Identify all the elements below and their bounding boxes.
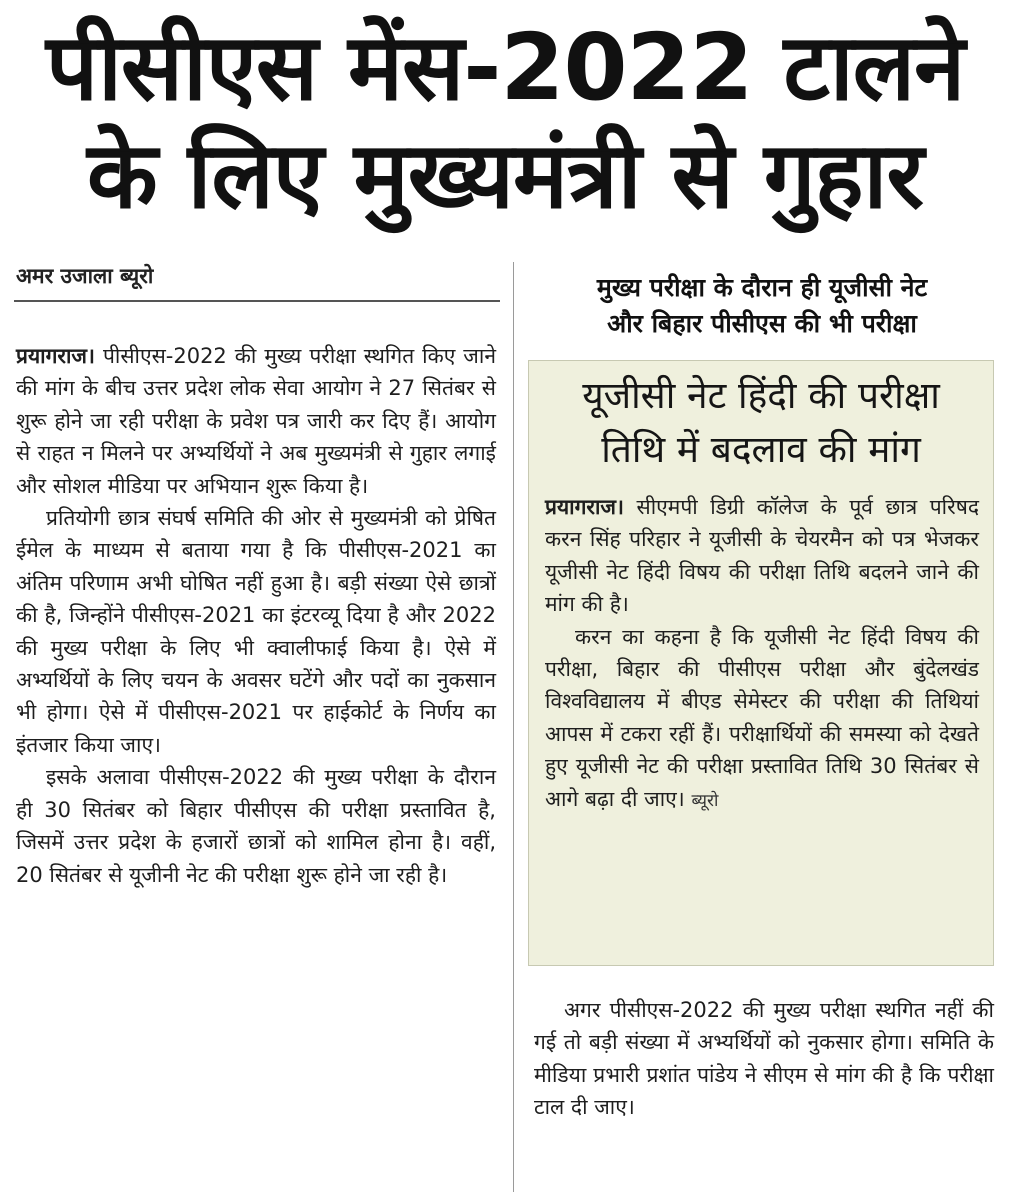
boxed-story-body [545, 491, 979, 817]
boxed-story-paragraph-2 [545, 621, 979, 817]
boxed-story-dateline: प्रयागराज। [545, 495, 624, 519]
boxed-story-paragraph-1-text: सीएमपी डिग्री कॉलेज के पूर्व छात्र परिषद करन सिंह परिहार ने यूजीसी के चेयरमैन को पत्र भेजकर यूजीसी नेट हिंदी विषय की परीक्षा तिथि बदलने जाने की मांग की है। [545, 495, 979, 617]
boxed-story-paragraph-1 [545, 491, 979, 621]
main-story-dateline: प्रयागराज। [16, 344, 95, 368]
main-story-paragraph-3: इसके अलावा पीसीएस-2022 की मुख्य परीक्षा के दौरान ही 30 सितंबर को बिहार पीसीएस की परीक्षा प्रस्तावित है, जिसमें उत्तर प्रदेश के हजारों छात्रों को शामिल होना है। वहीं, 20 सितंबर से यूजीनी नेट की परीक्षा शुरू होने जा रही है। [16, 765, 496, 887]
boxed-story-headline-line-2: तिथि में बदलाव की मांग [601, 428, 921, 471]
headline [14, 14, 996, 230]
headline-line-2: के लिए मुख्यमंत्री से गुहार [87, 122, 923, 229]
headline-line-1: पीसीएस मेंस-2022 टालने [45, 14, 965, 121]
main-story-paragraph-2: प्रतियोगी छात्र संघर्ष समिति की ओर से मुख्यमंत्री को प्रेषित ईमेल के माध्यम से बताया गया है कि पीसीएस-2021 का अंतिम परिणाम अभी घोषित नहीं हुआ है। बड़ी संख्या ऐसे छात्रों की है, जिन्होंने पीसीएस-2021 का इंटरव्यू दिया है और 2022 की मुख्य परीक्षा के लिए भी क्वालीफाई किया है। ऐसे में अभ्यर्थियों के लिए चयन के अवसर घटेंगे और पदों का नुकसान भी होगा। ऐसे में पीसीएस-2021 पर हाईकोर्ट के निर्णय का इंतजार किया जाए। [16, 506, 496, 757]
subhead-line-1: मुख्य परीक्षा के दौरान ही यूजीसी नेट [596, 273, 928, 302]
main-story-paragraph-1 [16, 340, 496, 502]
boxed-story [528, 360, 994, 966]
boxed-story-paragraph-2-text: करन का कहना है कि यूजीसी नेट हिंदी विषय की परीक्षा, बिहार की पीसीएस परीक्षा और बुंदेलखंड विश्वविद्यालय में बीएड सेमेस्टर की परीक्षा की तिथियां आपस में टकरा रहीं हैं। परीक्षार्थियों की समस्या को देखते हुए यूजीसी नेट की परीक्षा प्रस्तावित तिथि 30 सितंबर से आगे बढ़ा दी जाए। [545, 624, 979, 811]
main-story-left-column [16, 340, 496, 891]
main-story-paragraph-4: अगर पीसीएस-2022 की मुख्य परीक्षा स्थगित नहीं की गई तो बड़ी संख्या में अभ्यर्थियों को नुकसार होगा। समिति के मीडिया प्रभारी प्रशांत पांडेय ने सीएम से मांग की है कि परीक्षा टाल दी जाए। [534, 998, 994, 1120]
boxed-story-headline-line-1: यूजीसी नेट हिंदी की परीक्षा [582, 374, 940, 417]
byline: अमर उजाला ब्यूरो [16, 264, 154, 288]
main-story-right-column [534, 994, 994, 1124]
column-separator [513, 262, 514, 1192]
boxed-story-headline [529, 369, 993, 477]
boxed-story-credit: ब्यूरो [691, 790, 719, 811]
main-story-paragraph-1-text: पीसीएस-2022 की मुख्य परीक्षा स्थगित किए जाने की मांग के बीच उत्तर प्रदेश लोक सेवा आयोग ने 27 सितंबर से शुरू होने जा रही परीक्षा के प्रवेश पत्र जारी कर दिए हैं। आयोग से राहत न मिलने पर अभ्यर्थियों ने अब मुख्यमंत्री से गुहार लगाई और सोशल मीडिया पर अभियान शुरू किया है। [16, 344, 496, 498]
subhead [524, 270, 1000, 342]
subhead-line-2: और बिहार पीसीएस की भी परीक्षा [607, 309, 917, 338]
byline-rule [14, 300, 500, 302]
